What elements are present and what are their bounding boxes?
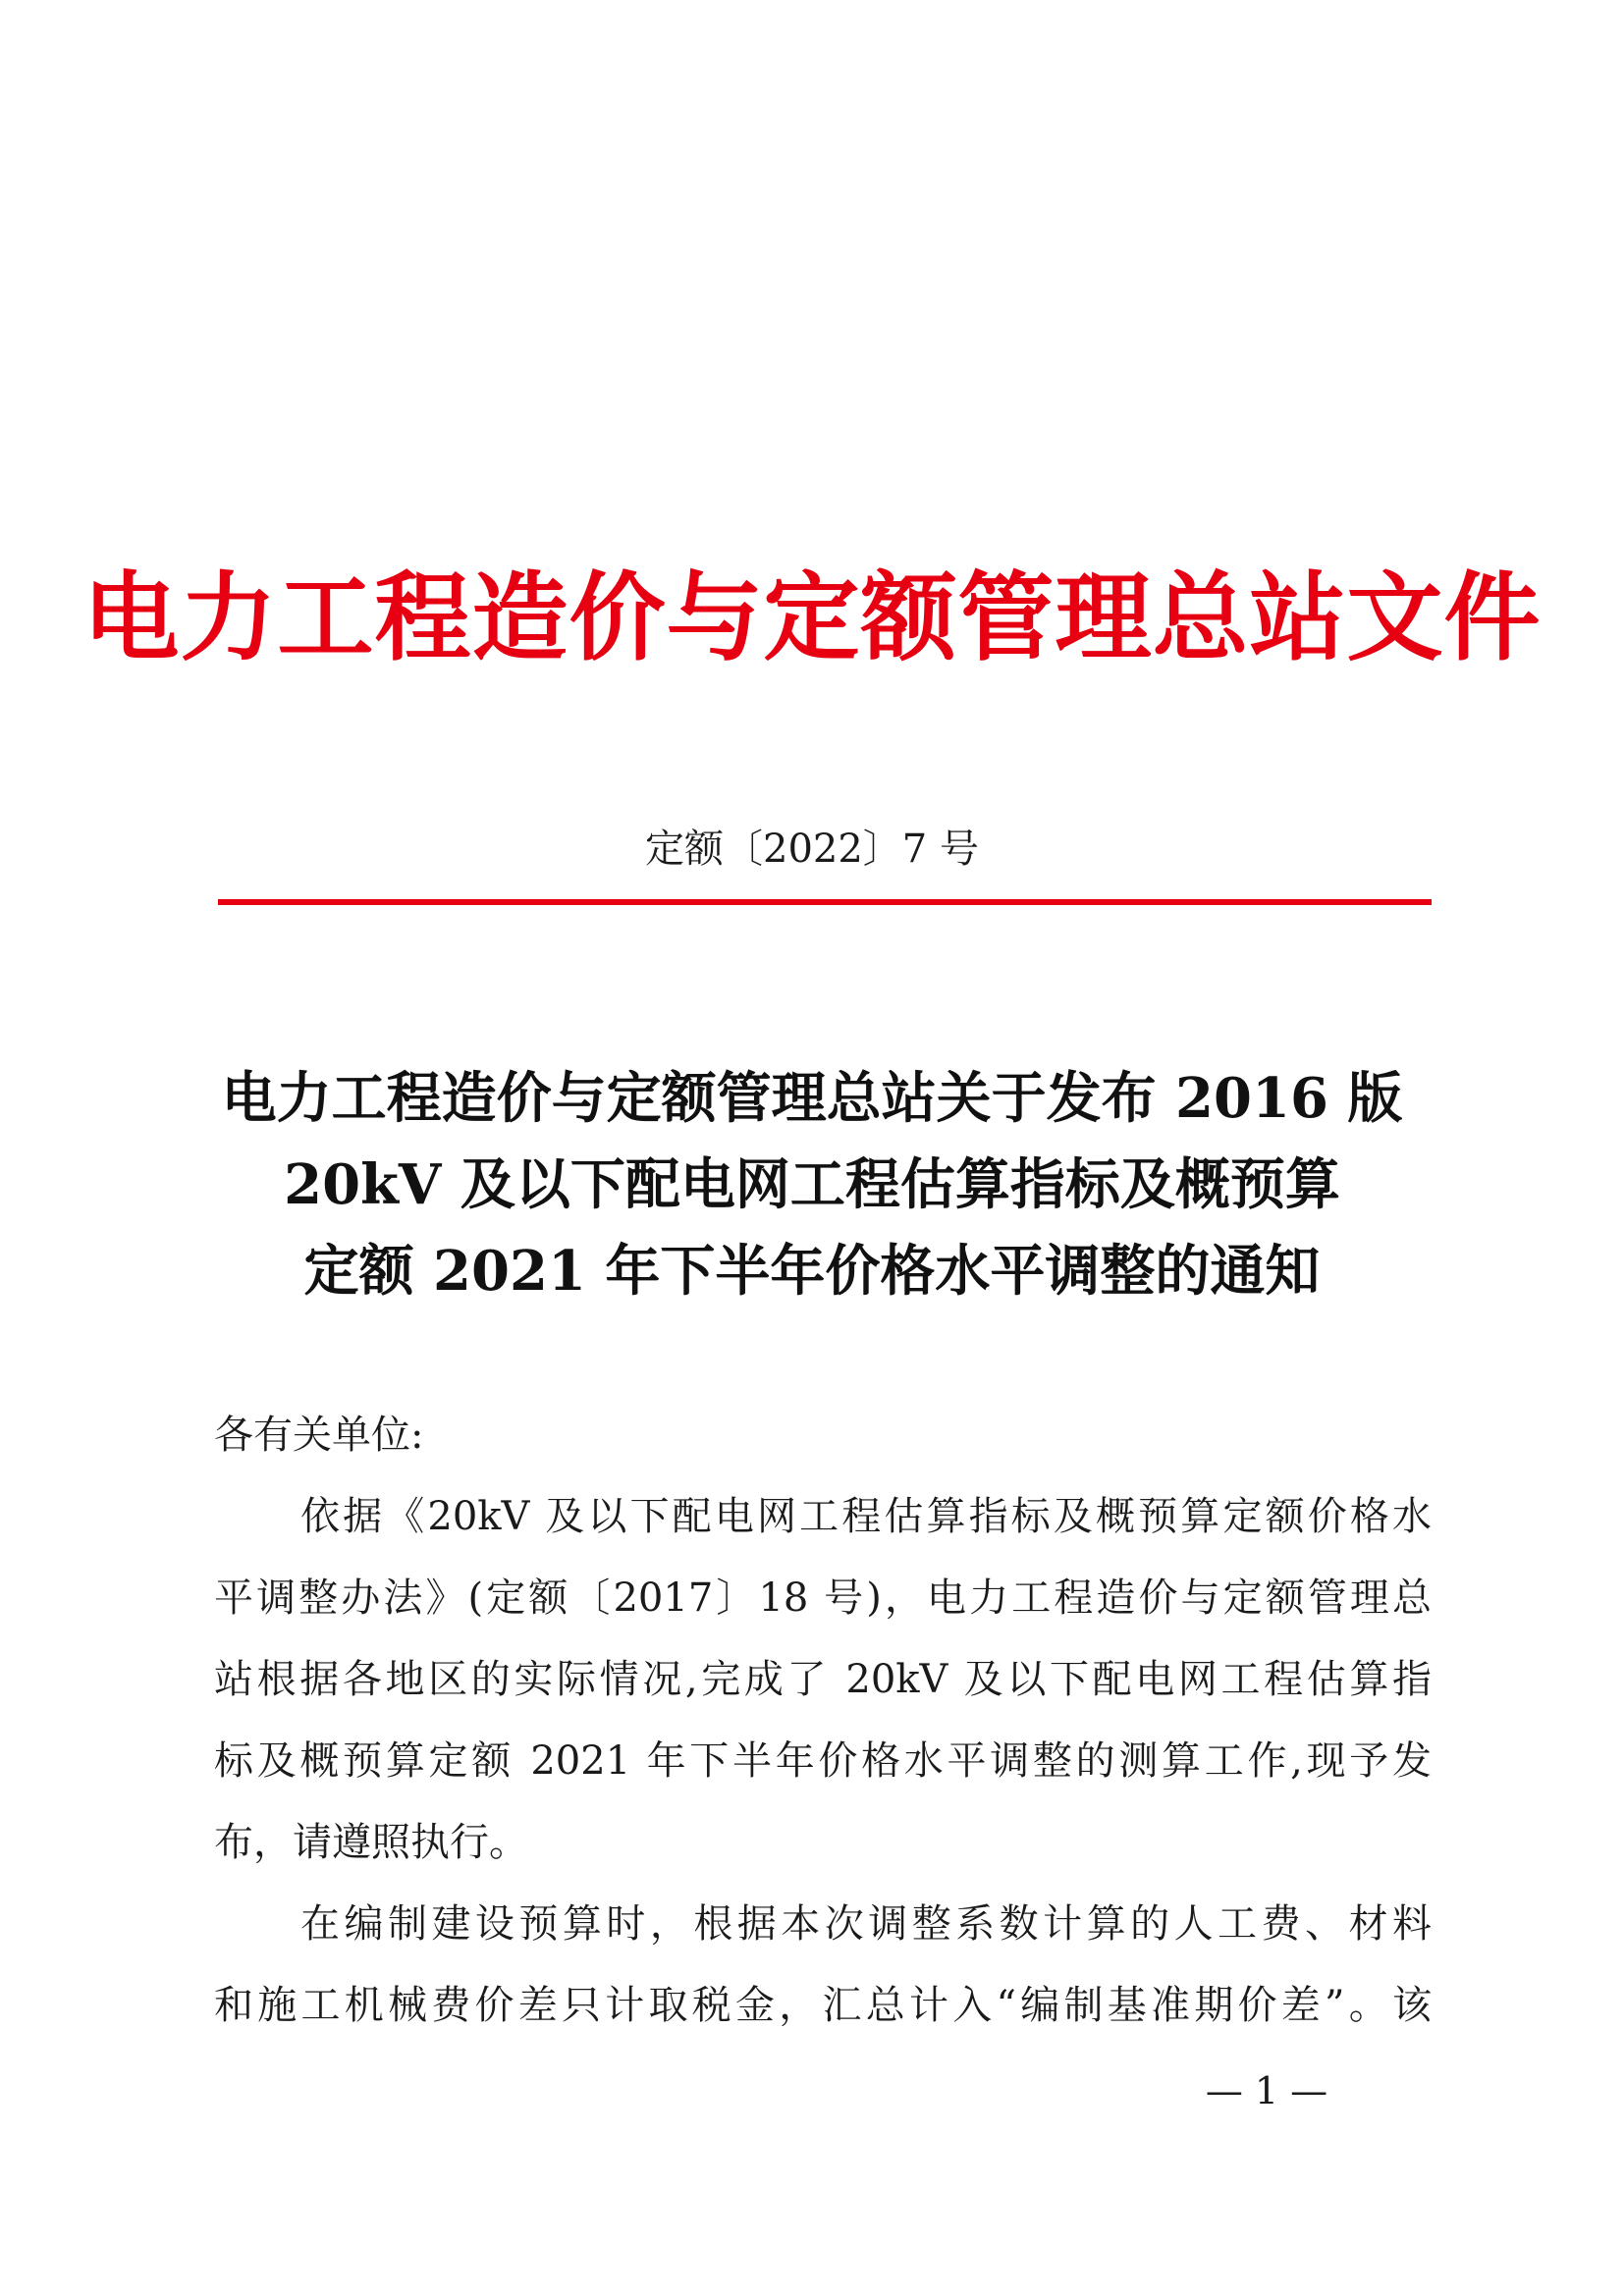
document-number: 定额〔2022〕7 号 [645, 827, 979, 872]
notice-title-line-2: 20kV 及以下配电网工程估算指标及概预算 [284, 1152, 1340, 1217]
notice-title [177, 1055, 1447, 1314]
paragraph-1-line-3: 站根据各地区的实际情况,完成了 20kV 及以下配电网工程估算指 [214, 1657, 1432, 1702]
paragraph-1-line-1: 依据《20kV 及以下配电网工程估算指标及概预算定额价格水 [300, 1494, 1432, 1539]
red-divider-rule [218, 899, 1432, 905]
notice-title-line-1: 电力工程造价与定额管理总站关于发布 2016 版 [221, 1066, 1403, 1131]
paragraph-2-line-2: 和施工机械费价差只计取税金，汇总计入“编制基准期价差”。该 [214, 1983, 1432, 2028]
salutation: 各有关单位: [214, 1413, 424, 1458]
paragraph-2-line-1: 在编制建设预算时，根据本次调整系数计算的人工费、材料 [300, 1901, 1432, 1947]
masthead-title [0, 555, 1624, 682]
masthead-text: 电力工程造价与定额管理总站文件 [82, 561, 1542, 674]
paragraph-1-line-4: 标及概预算定额 2021 年下半年价格水平调整的测算工作,现予发 [214, 1738, 1432, 1784]
paragraph-1-line-5: 布，请遵照执行。 [214, 1820, 528, 1865]
body-text [214, 1395, 1432, 2047]
page-number: — 1 — [1205, 2069, 1328, 2112]
paragraph-1-line-2: 平调整办法》(定额〔2017〕18 号)，电力工程造价与定额管理总 [214, 1575, 1432, 1621]
notice-title-line-3: 定额 2021 年下半年价格水平调整的通知 [303, 1239, 1321, 1304]
